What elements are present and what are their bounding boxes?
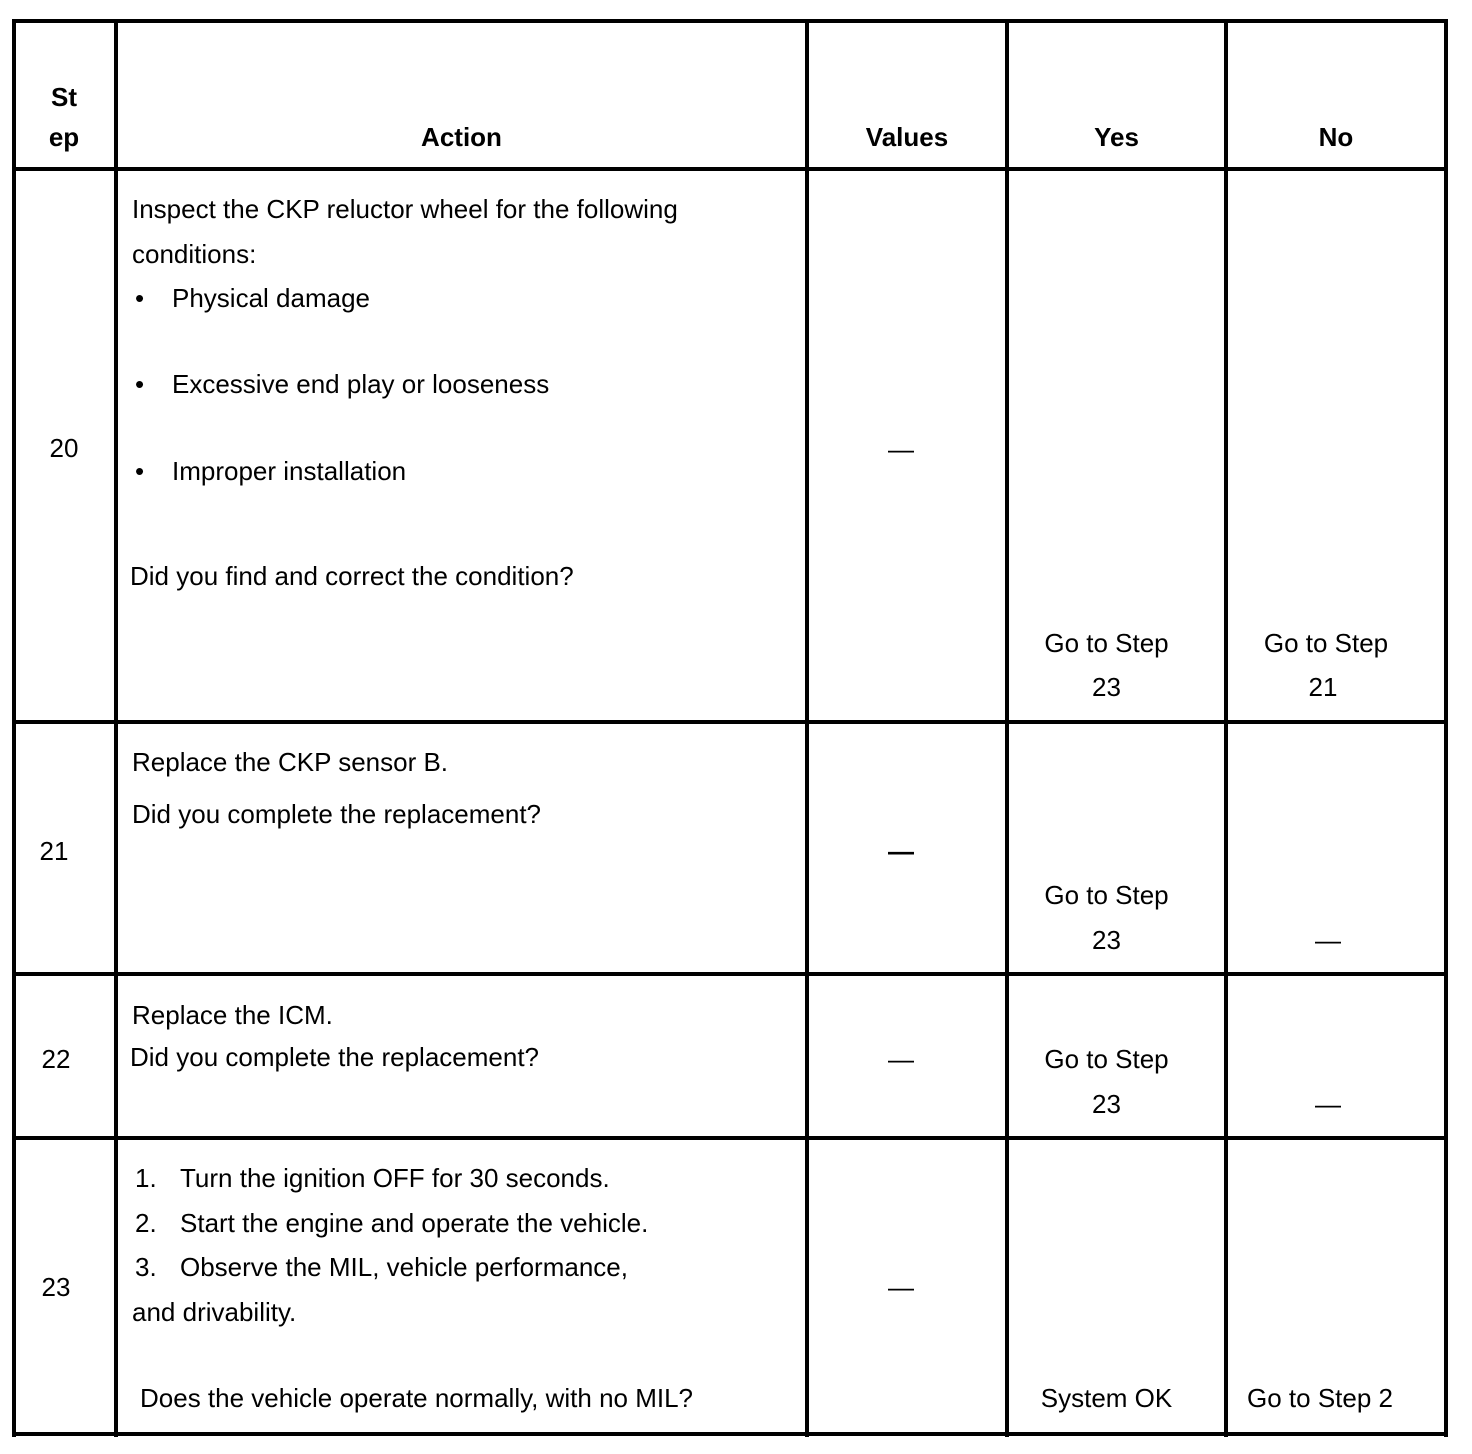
column-divider-values (1005, 21, 1009, 1437)
action-question: Does the vehicle operate normally, with no MIL? (140, 1383, 694, 1413)
table-border-bottom (12, 1432, 1448, 1436)
yes-cell: 23 (1092, 1089, 1121, 1119)
no-cell: Go to Step (1263, 628, 1389, 658)
column-divider-action (805, 21, 809, 1437)
no-cell: — (1315, 1089, 1341, 1119)
yes-cell: Go to Step (1044, 628, 1169, 658)
yes-cell: 23 (1092, 672, 1121, 702)
bullet-item: Improper installation (172, 456, 407, 486)
bullet-icon: • (135, 456, 145, 486)
list-number: 3. (135, 1252, 157, 1282)
header-no: No (1318, 122, 1354, 152)
table-border-left (12, 21, 16, 1437)
no-cell: — (1315, 925, 1341, 955)
bullet-icon: • (135, 369, 145, 399)
row-divider-20 (12, 720, 1448, 724)
list-item: Turn the ignition OFF for 30 seconds. (180, 1163, 610, 1193)
action-question: Did you complete the replacement? (132, 799, 542, 829)
table-border-right (1444, 21, 1448, 1437)
list-number: 1. (135, 1163, 157, 1193)
action-text: Replace the CKP sensor B. (132, 747, 449, 777)
column-divider-yes (1224, 21, 1228, 1437)
yes-cell: System OK (1040, 1383, 1173, 1413)
row-divider-21 (12, 972, 1448, 976)
step-number: 22 (41, 1044, 71, 1074)
list-number: 2. (135, 1208, 157, 1238)
action-question: Did you complete the replacement? (130, 1042, 540, 1072)
action-question: Did you find and correct the condition? (130, 561, 574, 591)
yes-cell: Go to Step (1044, 880, 1169, 910)
bullet-icon: • (135, 283, 145, 313)
header-step-line2: ep (48, 122, 80, 152)
action-text: conditions: (132, 239, 257, 269)
yes-cell: 23 (1092, 925, 1121, 955)
bullet-item: Physical damage (172, 283, 370, 313)
value-cell: — (888, 1272, 914, 1302)
header-action: Action (421, 122, 502, 152)
step-number: 20 (49, 433, 79, 463)
step-number: 21 (39, 836, 69, 866)
header-yes: Yes (1094, 122, 1139, 152)
value-cell: — (888, 434, 914, 464)
step-number: 23 (41, 1272, 71, 1302)
table-border-top (12, 19, 1448, 23)
yes-cell: Go to Step (1044, 1044, 1169, 1074)
header-step-line1: St (51, 82, 77, 112)
header-values: Values (865, 122, 949, 152)
header-divider (12, 167, 1448, 171)
list-item: Start the engine and operate the vehicle. (180, 1208, 649, 1238)
bullet-item: Excessive end play or looseness (172, 369, 550, 399)
action-text: Inspect the CKP reluctor wheel for the following (132, 194, 678, 224)
action-text: Replace the ICM. (132, 1000, 333, 1030)
list-item-continuation: and drivability. (132, 1297, 297, 1327)
row-divider-22 (12, 1136, 1448, 1140)
list-item: Observe the MIL, vehicle performance, (180, 1252, 628, 1282)
value-cell: — (888, 836, 914, 866)
no-cell: Go to Step 2 (1247, 1383, 1393, 1413)
no-cell: 21 (1308, 672, 1338, 702)
column-divider-step (114, 21, 118, 1437)
value-cell: — (888, 1044, 914, 1074)
